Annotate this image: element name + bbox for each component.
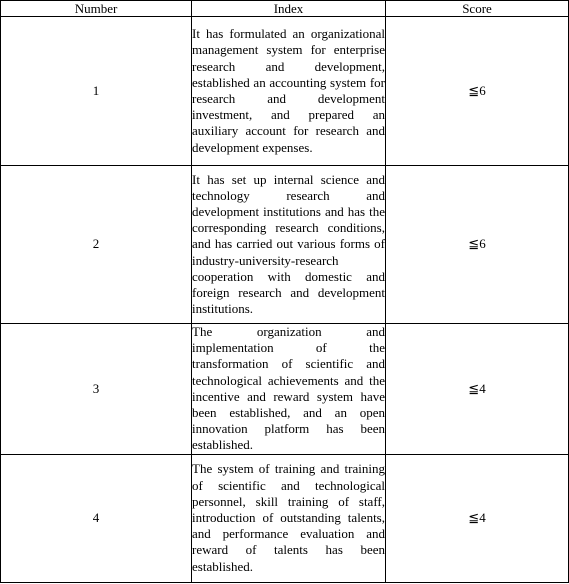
header-index: Index bbox=[192, 1, 386, 17]
row-number: 4 bbox=[1, 454, 192, 582]
table-row bbox=[1, 17, 569, 166]
row-index-text: It has set up internal science and technology research and development institutions and has the corresponding research conditions, and has carried out various forms of industry-university-research cooperation with domestic and foreign research and development institutions. bbox=[192, 166, 386, 324]
row-score: ≦4 bbox=[386, 324, 569, 455]
row-number: 3 bbox=[1, 324, 192, 455]
row-score: ≦6 bbox=[386, 166, 569, 324]
row-number: 1 bbox=[1, 17, 192, 166]
header-row bbox=[1, 1, 569, 17]
row-score: ≦4 bbox=[386, 454, 569, 582]
header-score: Score bbox=[386, 1, 569, 17]
row-index-text: It has formulated an organizational management system for enterprise research and development, established an accounting system for research and development investment, and prepared an auxiliary account for research and development expenses. bbox=[192, 17, 386, 166]
table-row bbox=[1, 324, 569, 455]
table-row bbox=[1, 454, 569, 582]
row-index-text: The system of training and training of scientific and technological personnel, skill training of staff, introduction of outstanding talents, and performance evaluation and reward of talents has been established. bbox=[192, 454, 386, 582]
table-row bbox=[1, 166, 569, 324]
header-number: Number bbox=[1, 1, 192, 17]
row-index-text: The organization and implementation of the transformation of scientific and technological achievements and the incentive and reward system have been established, and an open innovation platform has been established. bbox=[192, 324, 385, 453]
row-number: 2 bbox=[1, 166, 192, 324]
row-score: ≦6 bbox=[386, 17, 569, 166]
